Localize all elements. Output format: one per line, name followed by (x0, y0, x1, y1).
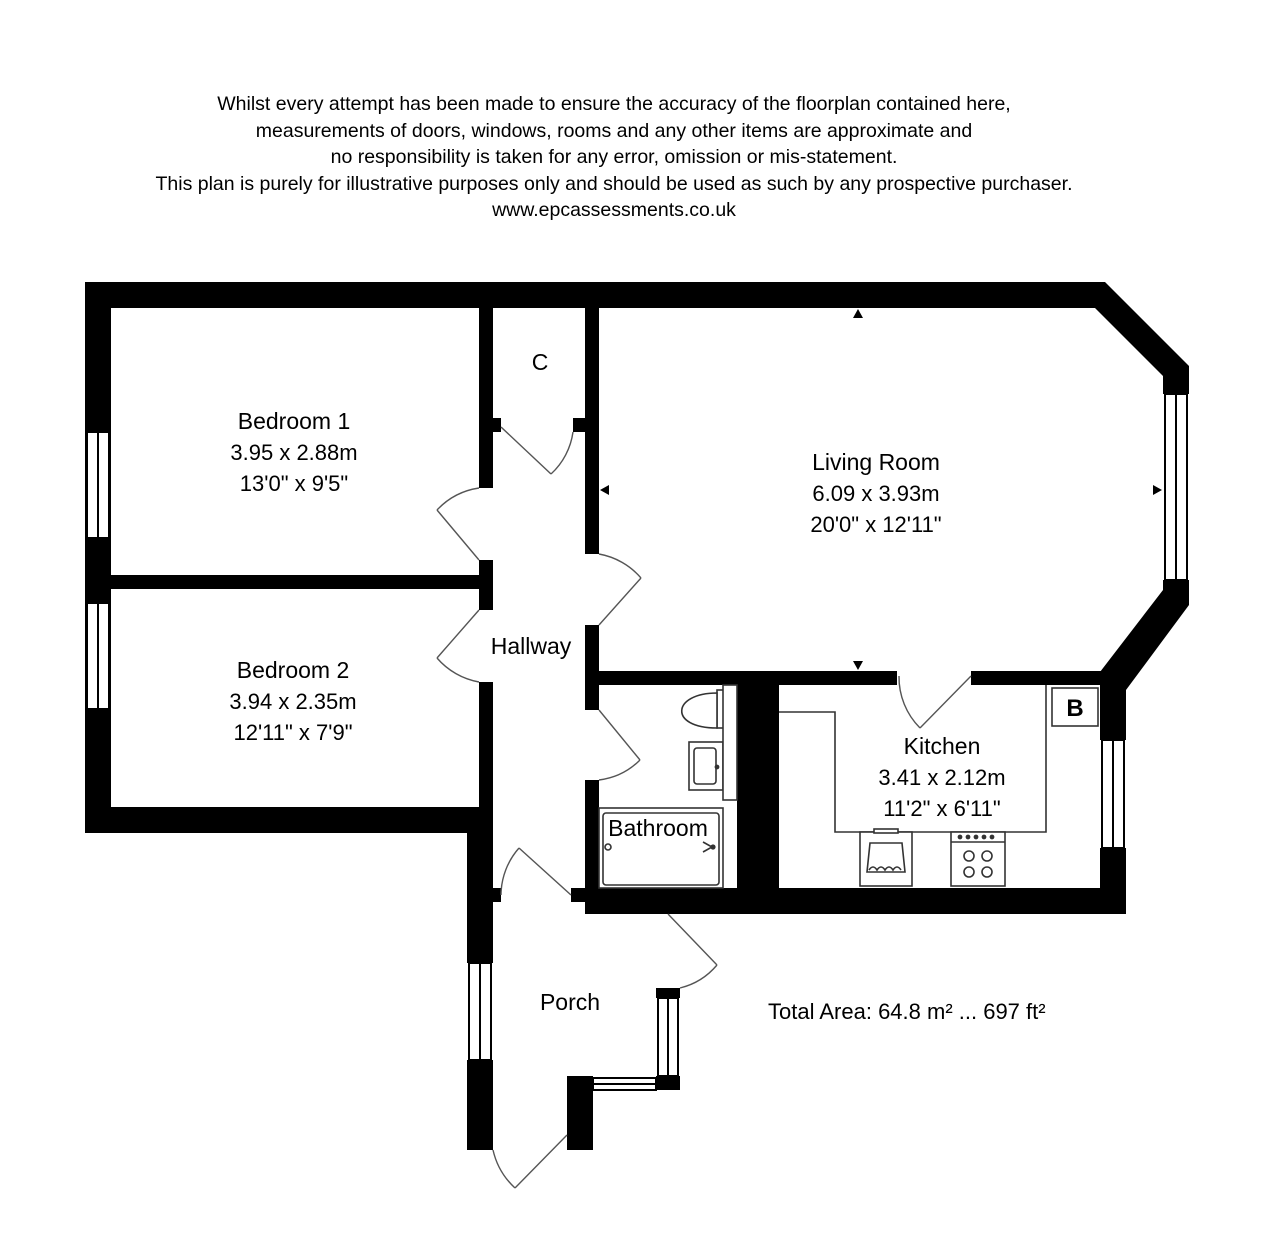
wall-porch-left-lower (467, 1060, 493, 1150)
window-porch-bay-front (593, 1078, 656, 1090)
wall-bedrooms-bottom (85, 807, 493, 833)
boiler-label: B (1066, 695, 1084, 722)
disclaimer-line: no responsibility is taken for any error, omission or mis-statement. (330, 146, 898, 168)
window-bedroom1 (87, 432, 109, 538)
wall-living-hall-upper (585, 308, 599, 554)
wall-divider-hall (479, 560, 493, 610)
wall-porch-stub-right (571, 888, 585, 902)
window-kitchen (1102, 740, 1124, 848)
room-label-porch: Porch (539, 989, 601, 1015)
door-kitchen (899, 676, 971, 728)
door-bathroom (599, 710, 640, 780)
marker-down-icon (853, 661, 863, 670)
bathroom-fixtures (599, 685, 737, 888)
room-dims-bedroom2-imperial: 12'11" x 7'9" (233, 720, 353, 745)
window-porch-bay-side (658, 998, 678, 1076)
marker-up-icon (853, 309, 863, 318)
wall-living-bottom-left (585, 671, 897, 685)
door-cupboard (501, 427, 573, 474)
wall-cupboard-right (573, 418, 585, 432)
room-label-bathroom: Bathroom (608, 815, 708, 841)
wall-porch-stub-left (493, 888, 501, 902)
room-label-kitchen: Kitchen (903, 733, 981, 759)
marker-right-icon (1153, 485, 1162, 495)
door-front-entrance (493, 1135, 567, 1188)
room-label-cupboard: C (531, 349, 549, 375)
window-bedroom2 (87, 603, 109, 709)
disclaimer-line: Whilst every attempt has been made to ensure the accuracy of the floorplan contained here, (217, 93, 1011, 115)
washing-machine-icon (860, 829, 912, 886)
door-bedroom2 (437, 610, 479, 682)
wall-porch-left-upper (467, 833, 493, 963)
wall-bathroom-kitchen (737, 685, 779, 914)
wall-bedroom-divider (111, 575, 483, 589)
room-dims-living-metric: 6.09 x 3.93m (812, 481, 940, 506)
wall-cupboard-left (493, 418, 501, 432)
wall-bay-bottom (1100, 590, 1189, 740)
room-dims-bedroom1-metric: 3.95 x 2.88m (230, 440, 358, 465)
total-area: Total Area: 64.8 m² ... 697 ft² (768, 999, 1046, 1024)
wall-bathroom-left-lower (585, 780, 599, 914)
wall-kitchen-bottom (585, 888, 1126, 914)
toilet-icon (682, 690, 725, 728)
room-dims-bedroom1-imperial: 13'0" x 9'5" (239, 471, 349, 496)
cooker-icon (951, 832, 1005, 886)
bathroom-partition (723, 685, 737, 800)
wall-top (85, 282, 1105, 308)
marker-left-icon (600, 485, 609, 495)
door-porch-side (668, 914, 717, 988)
website-url: www.epcassessments.co.uk (492, 199, 736, 221)
door-bedroom1 (437, 488, 479, 560)
room-dims-bedroom2-metric: 3.94 x 2.35m (229, 689, 357, 714)
wall-porch-bay-post (656, 988, 680, 998)
wall-bedroom1-hall (479, 308, 493, 488)
wall-porch-bay-corner (656, 1076, 680, 1090)
window-living-bay (1165, 394, 1187, 580)
room-label-living-room: Living Room (812, 449, 940, 475)
door-porch-inner (501, 848, 571, 895)
room-label-bedroom2: Bedroom 2 (236, 657, 350, 683)
sink-icon (689, 742, 723, 790)
door-living-room (599, 554, 641, 625)
room-dims-living-imperial: 20'0" x 12'11" (810, 512, 942, 537)
room-label-hallway: Hallway (490, 633, 572, 659)
disclaimer-line: This plan is purely for illustrative purposes only and should be used as such by any prospective purchaser. (155, 172, 1073, 195)
window-porch-left (469, 963, 491, 1060)
wall-porch-entrance (567, 1076, 593, 1150)
wall-living-bottom-right (971, 671, 1121, 685)
disclaimer-line: measurements of doors, windows, rooms and any other items are approximate and (255, 119, 973, 142)
room-label-bedroom1: Bedroom 1 (237, 408, 351, 434)
room-dims-kitchen-imperial: 11'2" x 6'11" (883, 796, 1001, 821)
room-dims-kitchen-metric: 3.41 x 2.12m (878, 765, 1006, 790)
wall-bathroom-left-upper (585, 685, 599, 710)
wall-bay-top (1095, 282, 1189, 394)
wall-left (85, 282, 111, 833)
wall-bedroom2-hall (479, 682, 493, 833)
